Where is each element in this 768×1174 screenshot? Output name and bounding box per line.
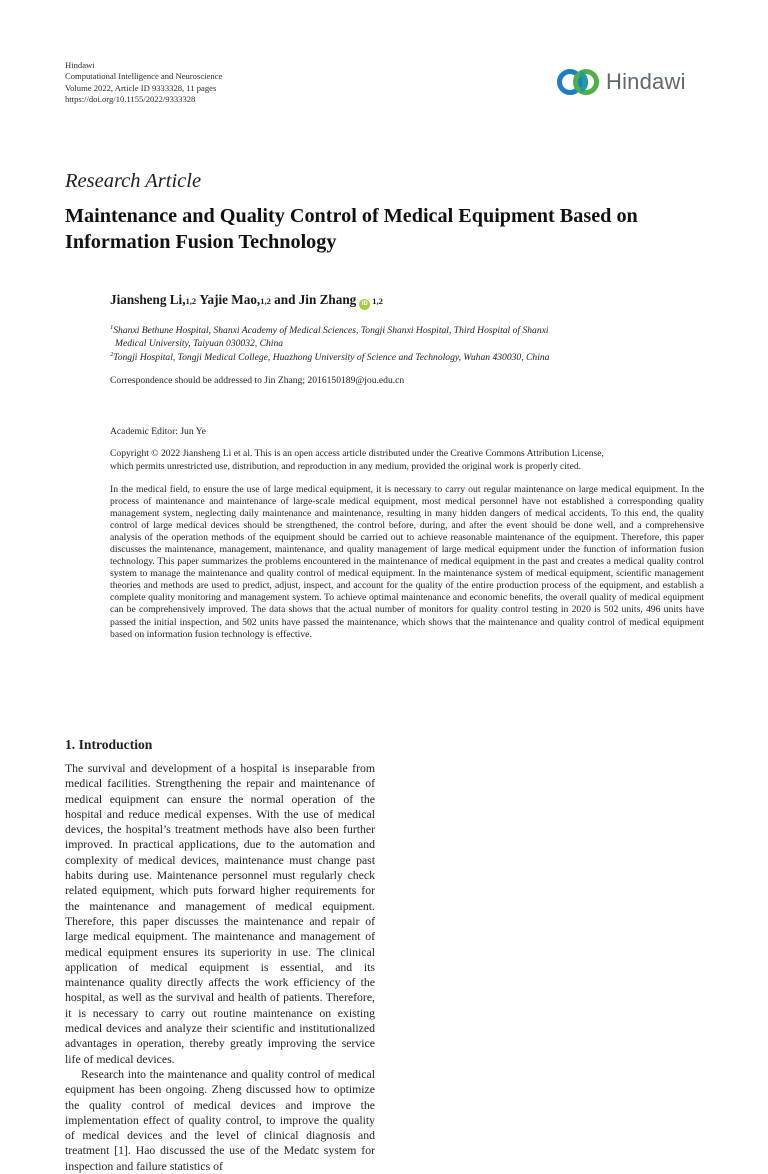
academic-editor: Academic Editor: Jun Ye xyxy=(110,426,206,437)
journal-meta xyxy=(65,60,222,106)
author-name: Yajie Mao, xyxy=(199,292,261,307)
article-type: Research Article xyxy=(65,170,202,192)
abstract-text: In the medical field, to ensure the use of large medical equipment, it is necessary to carry out regular maintenance on large medical equipment. In the process of maintenance and maintenance of large-scale medical equipment, most medical personnel have not established a corresponding quality management system, neglecting daily maintenance and maintenance, resulting in many hidden dangers of medical accidents. To this end, the quality control of large medical devices should be strengthened, the control before, during, and after the event should be done well, and a comprehensive analysis of the operation methods of the equipment should be carried out to achieve reasonable maintenance of the equipment. Therefore, this paper discusses the maintenance, management, maintenance, and quality management of large medical equipment under the function of information fusion technology. This paper summarizes the problems encountered in the maintenance of medical equipment in the past and creates a medical quality control system to manage the maintenance and quality control of medical equipment. In the maintenance system of medical equipment, scientific management theories and methods are used to predict, adjust, inspect, and account for the quality of the entire production process of the equipment, and establish a complete quality monitoring and management system. To achieve optimal maintenance and economic benefits, the overall quality of medical equipment can be comprehensively improved. The data shows that the actual number of monitors for quality control testing in 2020 is 502 units, 496 units have passed the initial inspection, and 502 units have passed the maintenance, which shows that the maintenance and quality control of medical equipment based on information fusion technology is effective. xyxy=(110,484,704,640)
copyright-line: Copyright © 2022 Jiansheng Li et al. This is an open access article distributed under the Creative Commons Attribution License, xyxy=(110,448,604,459)
orcid-icon[interactable]: iD xyxy=(359,299,370,310)
body-paragraph: Research into the maintenance and quality control of medical equipment has been ongoing. Zheng discussed how to optimize the quality control of medical devices and improve the implementation effect of quality control, to improve the quality of medical devices and the level of clinical diagnosis and treatment [1]. Hao discussed the use of the Medatc system for inspection and failure statistics of xyxy=(65,1067,375,1173)
copyright-notice xyxy=(110,448,604,473)
author-affiliation-mark: 1,2 xyxy=(185,296,197,306)
author-affiliation-mark: 1,2 xyxy=(372,296,383,306)
section-heading: 1. Introduction xyxy=(65,737,153,752)
author-list xyxy=(110,292,383,309)
correspondence-note: Correspondence should be addressed to Jin Zhang; 2016150189@jou.edu.cn xyxy=(110,375,405,386)
hindawi-logo[interactable] xyxy=(556,62,716,102)
affiliation-text: Tongji Hospital, Tongji Medical College, Huazhong University of Science and Technology, Wuhan 430030, China xyxy=(113,352,550,364)
affiliation-mark: 2 xyxy=(110,351,114,358)
volume-line: Volume 2022, Article ID 9333328, 11 pages xyxy=(65,82,217,93)
author-affiliation-mark: 1,2 xyxy=(260,296,271,306)
logo-text: Hindawi xyxy=(606,69,686,94)
affiliation-2 xyxy=(110,349,549,365)
publisher-name: Hindawi xyxy=(65,60,95,70)
affiliation-text: Shanxi Bethune Hospital, Shanxi Academy of Medical Sciences, Tongji Shanxi Hospital, Third Hospital of Shanxi xyxy=(113,325,549,337)
affiliation-1 xyxy=(110,322,549,350)
affiliation-mark: 1 xyxy=(110,324,114,331)
journal-name: Computational Intelligence and Neuroscience xyxy=(65,71,223,82)
copyright-line: which permits unrestricted use, distribution, and reproduction in any medium, provided the original work is properly cited. xyxy=(110,460,582,472)
hindawi-rings-icon xyxy=(556,65,602,99)
doi-link[interactable]: https://doi.org/10.1155/2022/9333328 xyxy=(65,94,196,105)
body-column-left xyxy=(65,736,375,1174)
author-name: and Jin Zhang xyxy=(274,292,357,307)
body-paragraph: The survival and development of a hospital is inseparable from medical facilities. Strengthening the repair and maintenance of medical equipment can ensure the normal operation of the hospital and reduce medical expenses. With the use of medical devices, the hospital’s treatment methods have also been further improved. In practical applications, due to the automation and complexity of medical devices, maintenance must change past habits during use. Maintenance personnel must regularly check related equipment, which puts forward higher requirements for the maintenance and management of medical equipment. Therefore, this paper discusses the maintenance and repair of large medical equipment. The maintenance and management of medical equipment ensures its superiority in use. The clinical application of medical equipment is essential, and its maintenance quality directly affects the work efficiency of the hospital, as well as the survival and health of patients. Therefore, it is necessary to carry out routine maintenance on existing medical devices and analyze their scientific and institutionalized advantages in operation, thereby greatly improving the service life of medical devices. xyxy=(65,762,375,1066)
affiliation-text: Medical University, Taiyuan 030032, China xyxy=(115,337,284,349)
author-name: Jiansheng Li, xyxy=(110,292,186,307)
article-title: Maintenance and Quality Control of Medical Equipment Based on Information Fusion Technology xyxy=(65,205,638,253)
